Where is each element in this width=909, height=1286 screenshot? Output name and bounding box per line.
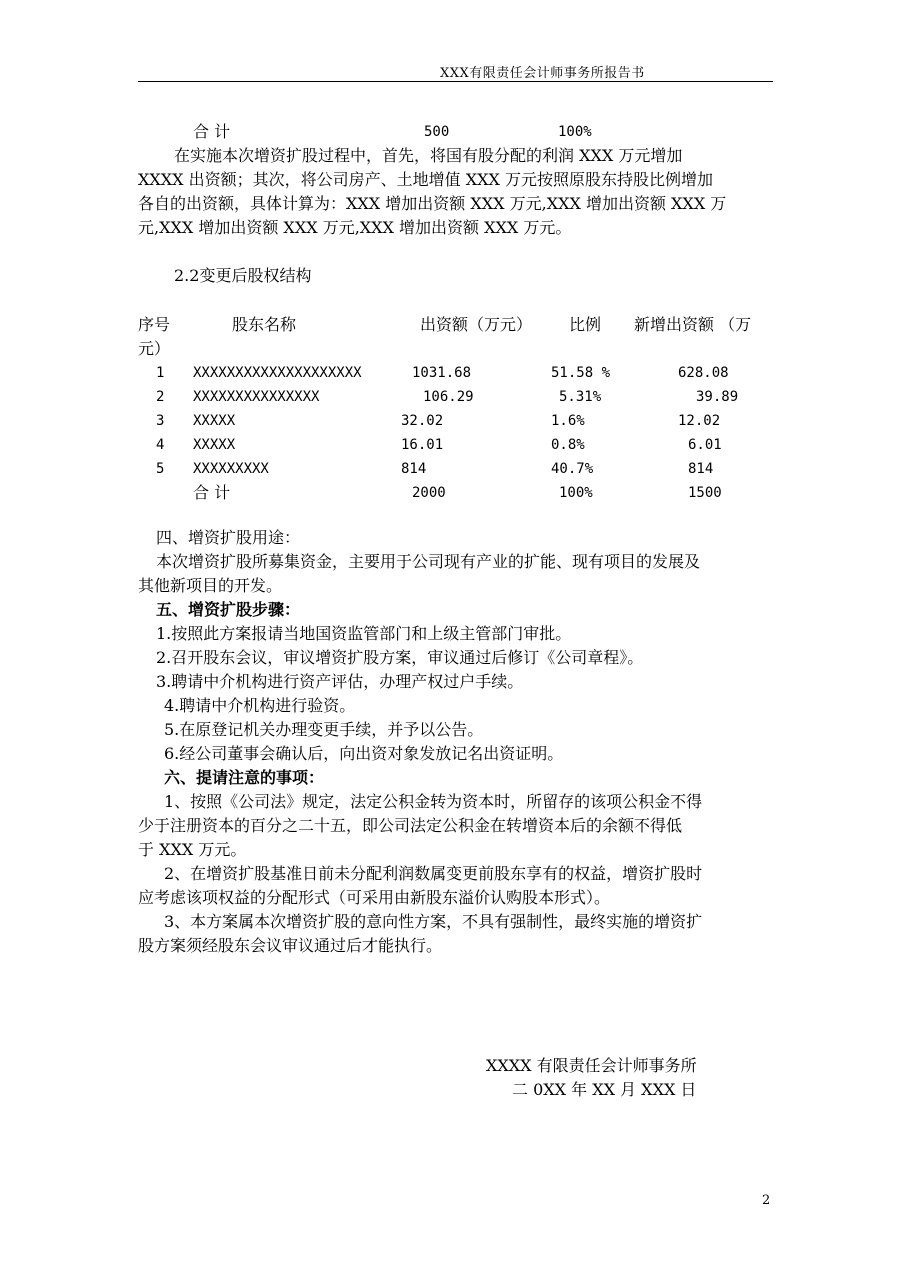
section-6-item-1-line-2: 少于注册资本的百分之二十五，即公司法定公积金在转增资本后的余额不得低 [138, 816, 683, 835]
table-row-5-amount: 814 [401, 461, 427, 477]
section-6-item-1-line-3: 于 XXX 万元。 [138, 840, 247, 859]
prev-total-label: 合 计 [193, 122, 231, 141]
section-6-title: 六、提请注意的事项： [164, 768, 325, 787]
table-row-2-new-amount: 39.89 [696, 389, 739, 405]
section-5-title: 五、增资扩股步骤： [156, 600, 301, 619]
prev-total-ratio: 100% [558, 124, 592, 140]
table-total-label: 合 计 [193, 483, 231, 502]
table-row-2-name: XXXXXXXXXXXXXXX [193, 389, 320, 405]
section-5-step-6: 6.经公司董事会确认后，向出资对象发放记名出资证明。 [164, 744, 564, 763]
table-row-3-ratio: 1.6% [551, 413, 585, 429]
table-row-4-name: XXXXX [193, 437, 236, 453]
table-header-new-amount-cont: 元） [138, 339, 171, 358]
table-total-new-amount: 1500 [688, 485, 722, 501]
table-header-amount: 出资额（万元） [420, 315, 533, 334]
table-row-3-amount: 32.02 [401, 413, 444, 429]
table-row-2-amount: 106.29 [423, 389, 474, 405]
table-row-4-ratio: 0.8% [551, 437, 585, 453]
section-6-item-1-line-1: 1、按照《公司法》规定，法定公积金转为资本时，所留存的该项公积金不得 [164, 792, 703, 811]
table-row-1-seq: 1 [156, 365, 165, 381]
table-total-amount: 2000 [412, 485, 446, 501]
section-4-line-1: 本次增资扩股所募集资金，主要用于公司现有产业的扩能、现有项目的发展及 [156, 552, 701, 571]
signature-firm: XXXX 有限责任会计师事务所 [486, 1056, 697, 1075]
section-6-item-3-line-2: 股方案须经股东会议审议通过后才能执行。 [138, 936, 443, 955]
table-row-1-name: XXXXXXXXXXXXXXXXXXXX [193, 365, 362, 381]
table-header-name: 股东名称 [232, 315, 297, 334]
table-row-1-ratio: 51.58 % [551, 365, 611, 381]
table-row-4-new-amount: 6.01 [688, 437, 722, 453]
section-6-item-3-line-1: 3、本方案属本次增资扩股的意向性方案，不具有强制性，最终实施的增资扩 [164, 912, 703, 931]
intro-line-1: 在实施本次增资扩股过程中，首先，将国有股分配的利润 XXX 万元增加 [174, 146, 683, 165]
page-number: 2 [762, 1193, 771, 1208]
table-row-3-new-amount: 12.02 [678, 413, 721, 429]
header-divider [138, 81, 773, 82]
table-row-4-seq: 4 [156, 437, 165, 453]
prev-total-amount: 500 [424, 124, 450, 140]
table-header-ratio: 比例 [569, 315, 602, 334]
table-row-5-name: XXXXXXXXX [193, 461, 269, 477]
section-5-step-5: 5.在原登记机关办理变更手续，并予以公告。 [164, 720, 484, 739]
table-row-5-seq: 5 [156, 461, 165, 477]
section-4-line-2: 其他新项目的开发。 [138, 576, 283, 595]
signature-date: 二 0XX 年 XX 月 XXX 日 [512, 1080, 697, 1099]
section-5-step-2: 2.召开股东会议，审议增资扩股方案，审议通过后修订《公司章程》。 [156, 648, 644, 667]
section-2-2-title: 2.2变更后股权结构 [174, 266, 312, 285]
intro-line-2: XXXX 出资额；其次，将公司房产、土地增值 XXX 万元按照原股东持股比例增加 [138, 170, 713, 189]
intro-line-3: 各自的出资额，具体计算为：XXX 增加出资额 XXX 万元,XXX 增加出资额 XXX 万 [138, 194, 727, 213]
table-row-2-seq: 2 [156, 389, 165, 405]
section-5-step-1: 1.按照此方案报请当地国资监管部门和上级主管部门审批。 [156, 624, 572, 643]
intro-line-4: 元,XXX 增加出资额 XXX 万元,XXX 增加出资额 XXX 万元。 [138, 218, 572, 237]
table-row-3-name: XXXXX [193, 413, 236, 429]
table-row-3-seq: 3 [156, 413, 165, 429]
section-6-item-2-line-1: 2、在增资扩股基准日前未分配利润数属变更前股东享有的权益，增资扩股时 [164, 864, 703, 883]
section-5-step-3: 3.聘请中介机构进行资产评估，办理产权过户手续。 [156, 672, 524, 691]
section-5-step-4: 4.聘请中介机构进行验资。 [164, 696, 356, 715]
table-row-5-new-amount: 814 [688, 461, 714, 477]
section-4-title: 四、增资扩股用途： [156, 528, 301, 547]
table-row-1-amount: 1031.68 [412, 365, 472, 381]
page-header-title: XXX有限责任会计师事务所报告书 [440, 66, 645, 81]
table-header-new-amount: 新增出资额 （万 [634, 315, 752, 334]
table-row-1-new-amount: 628.08 [678, 365, 729, 381]
table-row-4-amount: 16.01 [401, 437, 444, 453]
table-header-seq: 序号 [138, 315, 171, 334]
table-row-5-ratio: 40.7% [551, 461, 594, 477]
table-total-ratio: 100% [559, 485, 593, 501]
table-row-2-ratio: 5.31% [559, 389, 602, 405]
section-6-item-2-line-2: 应考虑该项权益的分配形式（可采用由新股东溢价认购股本形式）。 [138, 888, 611, 907]
